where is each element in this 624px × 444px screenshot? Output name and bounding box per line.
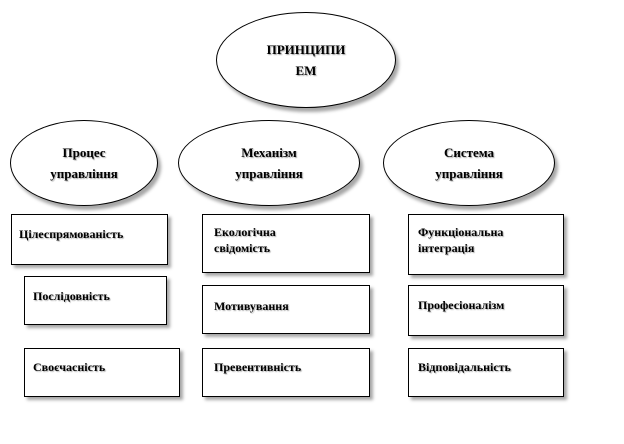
principle-label-timeliness: Своєчасність <box>33 360 106 374</box>
principle-box-purposefulness <box>11 214 168 265</box>
category-label-system <box>435 142 503 184</box>
root-label <box>267 39 346 81</box>
root-label-line2: ЕМ <box>295 63 317 78</box>
principle-box-preventiveness <box>202 348 370 397</box>
principle-label-professionalism: Професіоналізм <box>418 298 505 312</box>
principle-label-functional-integration-line2: інтеграція <box>418 241 475 255</box>
principle-label-ecological-awareness-line2: свідомість <box>214 241 271 255</box>
principle-label-ecological-awareness-line1: Екологічна <box>214 225 276 239</box>
principle-label-motivation: Мотивування <box>214 299 289 313</box>
principle-box-motivation <box>202 285 370 334</box>
category-label-process <box>50 142 118 184</box>
principle-box-timeliness <box>24 348 180 397</box>
principle-label-consistency: Послідовність <box>33 289 110 303</box>
category-process-line1: Процес <box>62 145 106 160</box>
category-process-line2: управління <box>50 166 118 181</box>
category-mechanism-line2: управління <box>235 166 303 181</box>
principle-label-preventiveness: Превентивність <box>214 360 302 374</box>
category-ellipse-process <box>10 120 158 206</box>
category-ellipse-system <box>383 120 555 206</box>
principle-label-purposefulness: Цілеспрямованість <box>19 227 124 241</box>
principle-box-consistency <box>24 276 167 325</box>
category-mechanism-line1: Механізм <box>241 145 297 160</box>
category-label-mechanism <box>235 142 303 184</box>
category-ellipse-mechanism <box>178 120 360 206</box>
category-system-line2: управління <box>435 166 503 181</box>
principle-box-ecological-awareness <box>202 214 370 273</box>
principle-label-functional-integration-line1: Функціональна <box>418 225 504 239</box>
category-system-line1: Система <box>443 145 495 160</box>
principle-box-functional-integration <box>408 214 564 275</box>
principle-label-responsibility: Відповідальність <box>418 360 511 374</box>
principle-box-professionalism <box>408 285 564 336</box>
root-ellipse <box>216 12 396 108</box>
principle-box-responsibility <box>408 348 564 397</box>
root-label-line1: ПРИНЦИПИ <box>266 42 346 57</box>
